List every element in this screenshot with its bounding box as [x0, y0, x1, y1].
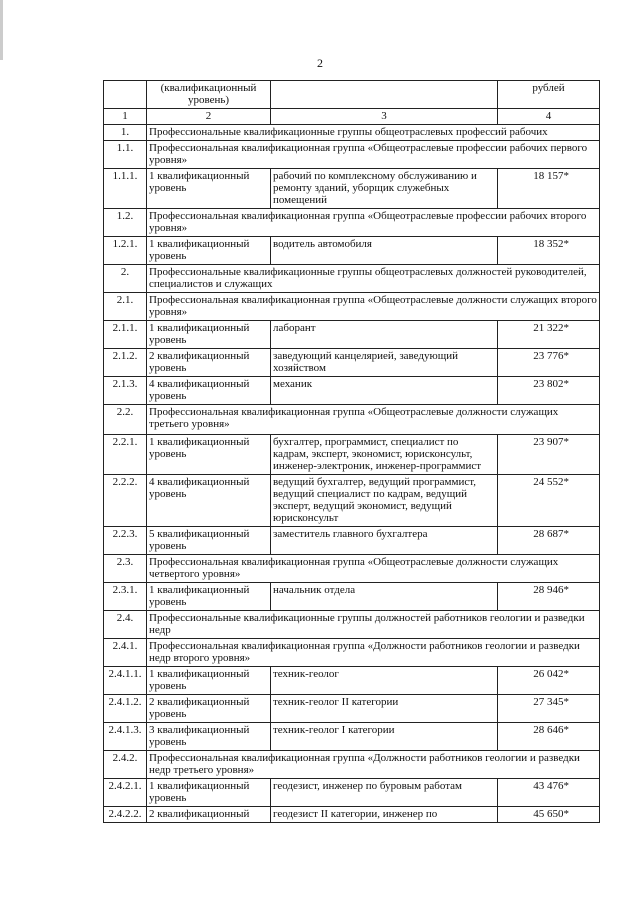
table-row	[104, 377, 600, 405]
section-row	[104, 293, 600, 321]
header-cell-positions	[271, 81, 498, 109]
table-row	[104, 475, 600, 527]
table-row	[104, 169, 600, 209]
header-cell-level: (квалификационный уровень)	[147, 81, 271, 109]
qualification-level: 2 квалификационный	[147, 807, 271, 823]
positions: ведущий бухгалтер, ведущий программист, ведущий специалист по кадрам, ведущий эксперт, ведущий экономист, ведущий юрисконсульт	[271, 475, 498, 527]
salary: 28 946*	[498, 583, 600, 611]
page-number: 2	[317, 56, 323, 70]
salary: 45 650*	[498, 807, 600, 823]
table-header-row	[104, 81, 600, 109]
salary: 24 552*	[498, 475, 600, 527]
section-row	[104, 141, 600, 169]
positions: водитель автомобиля	[271, 237, 498, 265]
section-title: Профессиональная квалификационная группа «Должности работников геологии и разведки недр третьего уровня»	[147, 751, 600, 779]
row-number: 1.1.1.	[104, 169, 147, 209]
table-row	[104, 779, 600, 807]
qualification-level: 1 квалификационный уровень	[147, 667, 271, 695]
table-row	[104, 349, 600, 377]
positions: лаборант	[271, 321, 498, 349]
section-row	[104, 639, 600, 667]
column-number: 4	[498, 109, 600, 125]
section-row	[104, 125, 600, 141]
section-title: Профессиональная квалификационная группа «Общеотраслевые профессии рабочих первого уровня»	[147, 141, 600, 169]
table-row	[104, 695, 600, 723]
section-title: Профессиональные квалификационные группы общеотраслевых должностей руководителей, специалистов и служащих	[147, 265, 600, 293]
salary: 27 345*	[498, 695, 600, 723]
row-number: 2.	[104, 265, 147, 293]
qualification-level: 2 квалификационный уровень	[147, 349, 271, 377]
header-cell-empty	[104, 81, 147, 109]
column-number: 1	[104, 109, 147, 125]
row-number: 2.1.	[104, 293, 147, 321]
positions: рабочий по комплексному обслуживанию и ремонту зданий, уборщик служебных помещений	[271, 169, 498, 209]
positions: заведующий канцелярией, заведующий хозяйством	[271, 349, 498, 377]
row-number: 2.4.1.	[104, 639, 147, 667]
column-numbers-row	[104, 109, 600, 125]
section-title: Профессиональная квалификационная группа «Общеотраслевые должности служащих третьего уровня»	[147, 405, 600, 435]
section-row	[104, 405, 600, 435]
positions: техник-геолог II категории	[271, 695, 498, 723]
row-number: 2.4.1.1.	[104, 667, 147, 695]
section-row	[104, 209, 600, 237]
section-row	[104, 751, 600, 779]
table-row	[104, 667, 600, 695]
row-number: 1.2.	[104, 209, 147, 237]
row-number: 1.	[104, 125, 147, 141]
table-row	[104, 807, 600, 823]
salary: 23 776*	[498, 349, 600, 377]
section-title: Профессиональные квалификационные группы должностей работников геологии и разведки недр	[147, 611, 600, 639]
row-number: 2.4.2.	[104, 751, 147, 779]
section-title: Профессиональная квалификационная группа «Должности работников геологии и разведки недр второго уровня»	[147, 639, 600, 667]
qualification-level: 5 квалификационный уровень	[147, 527, 271, 555]
row-number: 2.4.1.2.	[104, 695, 147, 723]
row-number: 2.2.	[104, 405, 147, 435]
row-number: 2.2.3.	[104, 527, 147, 555]
column-number: 2	[147, 109, 271, 125]
row-number: 1.2.1.	[104, 237, 147, 265]
row-number: 2.4.	[104, 611, 147, 639]
positions: бухгалтер, программист, специалист по кадрам, эксперт, экономист, юрисконсульт, инженер-электроник, инженер-программист	[271, 435, 498, 475]
section-title: Профессиональные квалификационные группы общеотраслевых профессий рабочих	[147, 125, 600, 141]
row-number: 2.1.3.	[104, 377, 147, 405]
row-number: 2.2.1.	[104, 435, 147, 475]
table-row	[104, 237, 600, 265]
section-title: Профессиональная квалификационная группа «Общеотраслевые профессии рабочих второго уровня»	[147, 209, 600, 237]
row-number: 2.1.1.	[104, 321, 147, 349]
positions: механик	[271, 377, 498, 405]
positions: техник-геолог I категории	[271, 723, 498, 751]
section-row	[104, 611, 600, 639]
salary: 23 802*	[498, 377, 600, 405]
positions: начальник отдела	[271, 583, 498, 611]
qualification-level: 1 квалификационный уровень	[147, 583, 271, 611]
section-row	[104, 265, 600, 293]
salary: 21 322*	[498, 321, 600, 349]
row-number: 2.1.2.	[104, 349, 147, 377]
salary: 18 352*	[498, 237, 600, 265]
qualification-level: 2 квалификационный уровень	[147, 695, 271, 723]
qualification-level: 1 квалификационный уровень	[147, 237, 271, 265]
scan-edge-shadow	[0, 0, 3, 60]
salary: 28 646*	[498, 723, 600, 751]
column-number: 3	[271, 109, 498, 125]
row-number: 2.3.	[104, 555, 147, 583]
row-number: 2.4.2.1.	[104, 779, 147, 807]
table-row	[104, 723, 600, 751]
table-row	[104, 435, 600, 475]
table-row	[104, 527, 600, 555]
section-row	[104, 555, 600, 583]
table-row	[104, 321, 600, 349]
qualification-level: 4 квалификационный уровень	[147, 377, 271, 405]
qualification-level: 1 квалификационный уровень	[147, 169, 271, 209]
qualification-level: 1 квалификационный уровень	[147, 779, 271, 807]
row-number: 1.1.	[104, 141, 147, 169]
qualification-level: 4 квалификационный уровень	[147, 475, 271, 527]
section-title: Профессиональная квалификационная группа «Общеотраслевые должности служащих четвертого уровня»	[147, 555, 600, 583]
salary: 23 907*	[498, 435, 600, 475]
positions: геодезист, инженер по буровым работам	[271, 779, 498, 807]
salary-table-body	[104, 81, 600, 823]
section-title: Профессиональная квалификационная группа «Общеотраслевые должности служащих второго уровня»	[147, 293, 600, 321]
row-number: 2.4.1.3.	[104, 723, 147, 751]
table-row	[104, 583, 600, 611]
salary: 18 157*	[498, 169, 600, 209]
row-number: 2.2.2.	[104, 475, 147, 527]
salary: 43 476*	[498, 779, 600, 807]
positions: заместитель главного бухгалтера	[271, 527, 498, 555]
qualification-level: 3 квалификационный уровень	[147, 723, 271, 751]
positions: геодезист II категории, инженер по	[271, 807, 498, 823]
positions: техник-геолог	[271, 667, 498, 695]
salary: 28 687*	[498, 527, 600, 555]
row-number: 2.3.1.	[104, 583, 147, 611]
salary-table	[103, 80, 600, 823]
qualification-level: 1 квалификационный уровень	[147, 435, 271, 475]
qualification-level: 1 квалификационный уровень	[147, 321, 271, 349]
row-number: 2.4.2.2.	[104, 807, 147, 823]
salary: 26 042*	[498, 667, 600, 695]
header-cell-currency: рублей	[498, 81, 600, 109]
